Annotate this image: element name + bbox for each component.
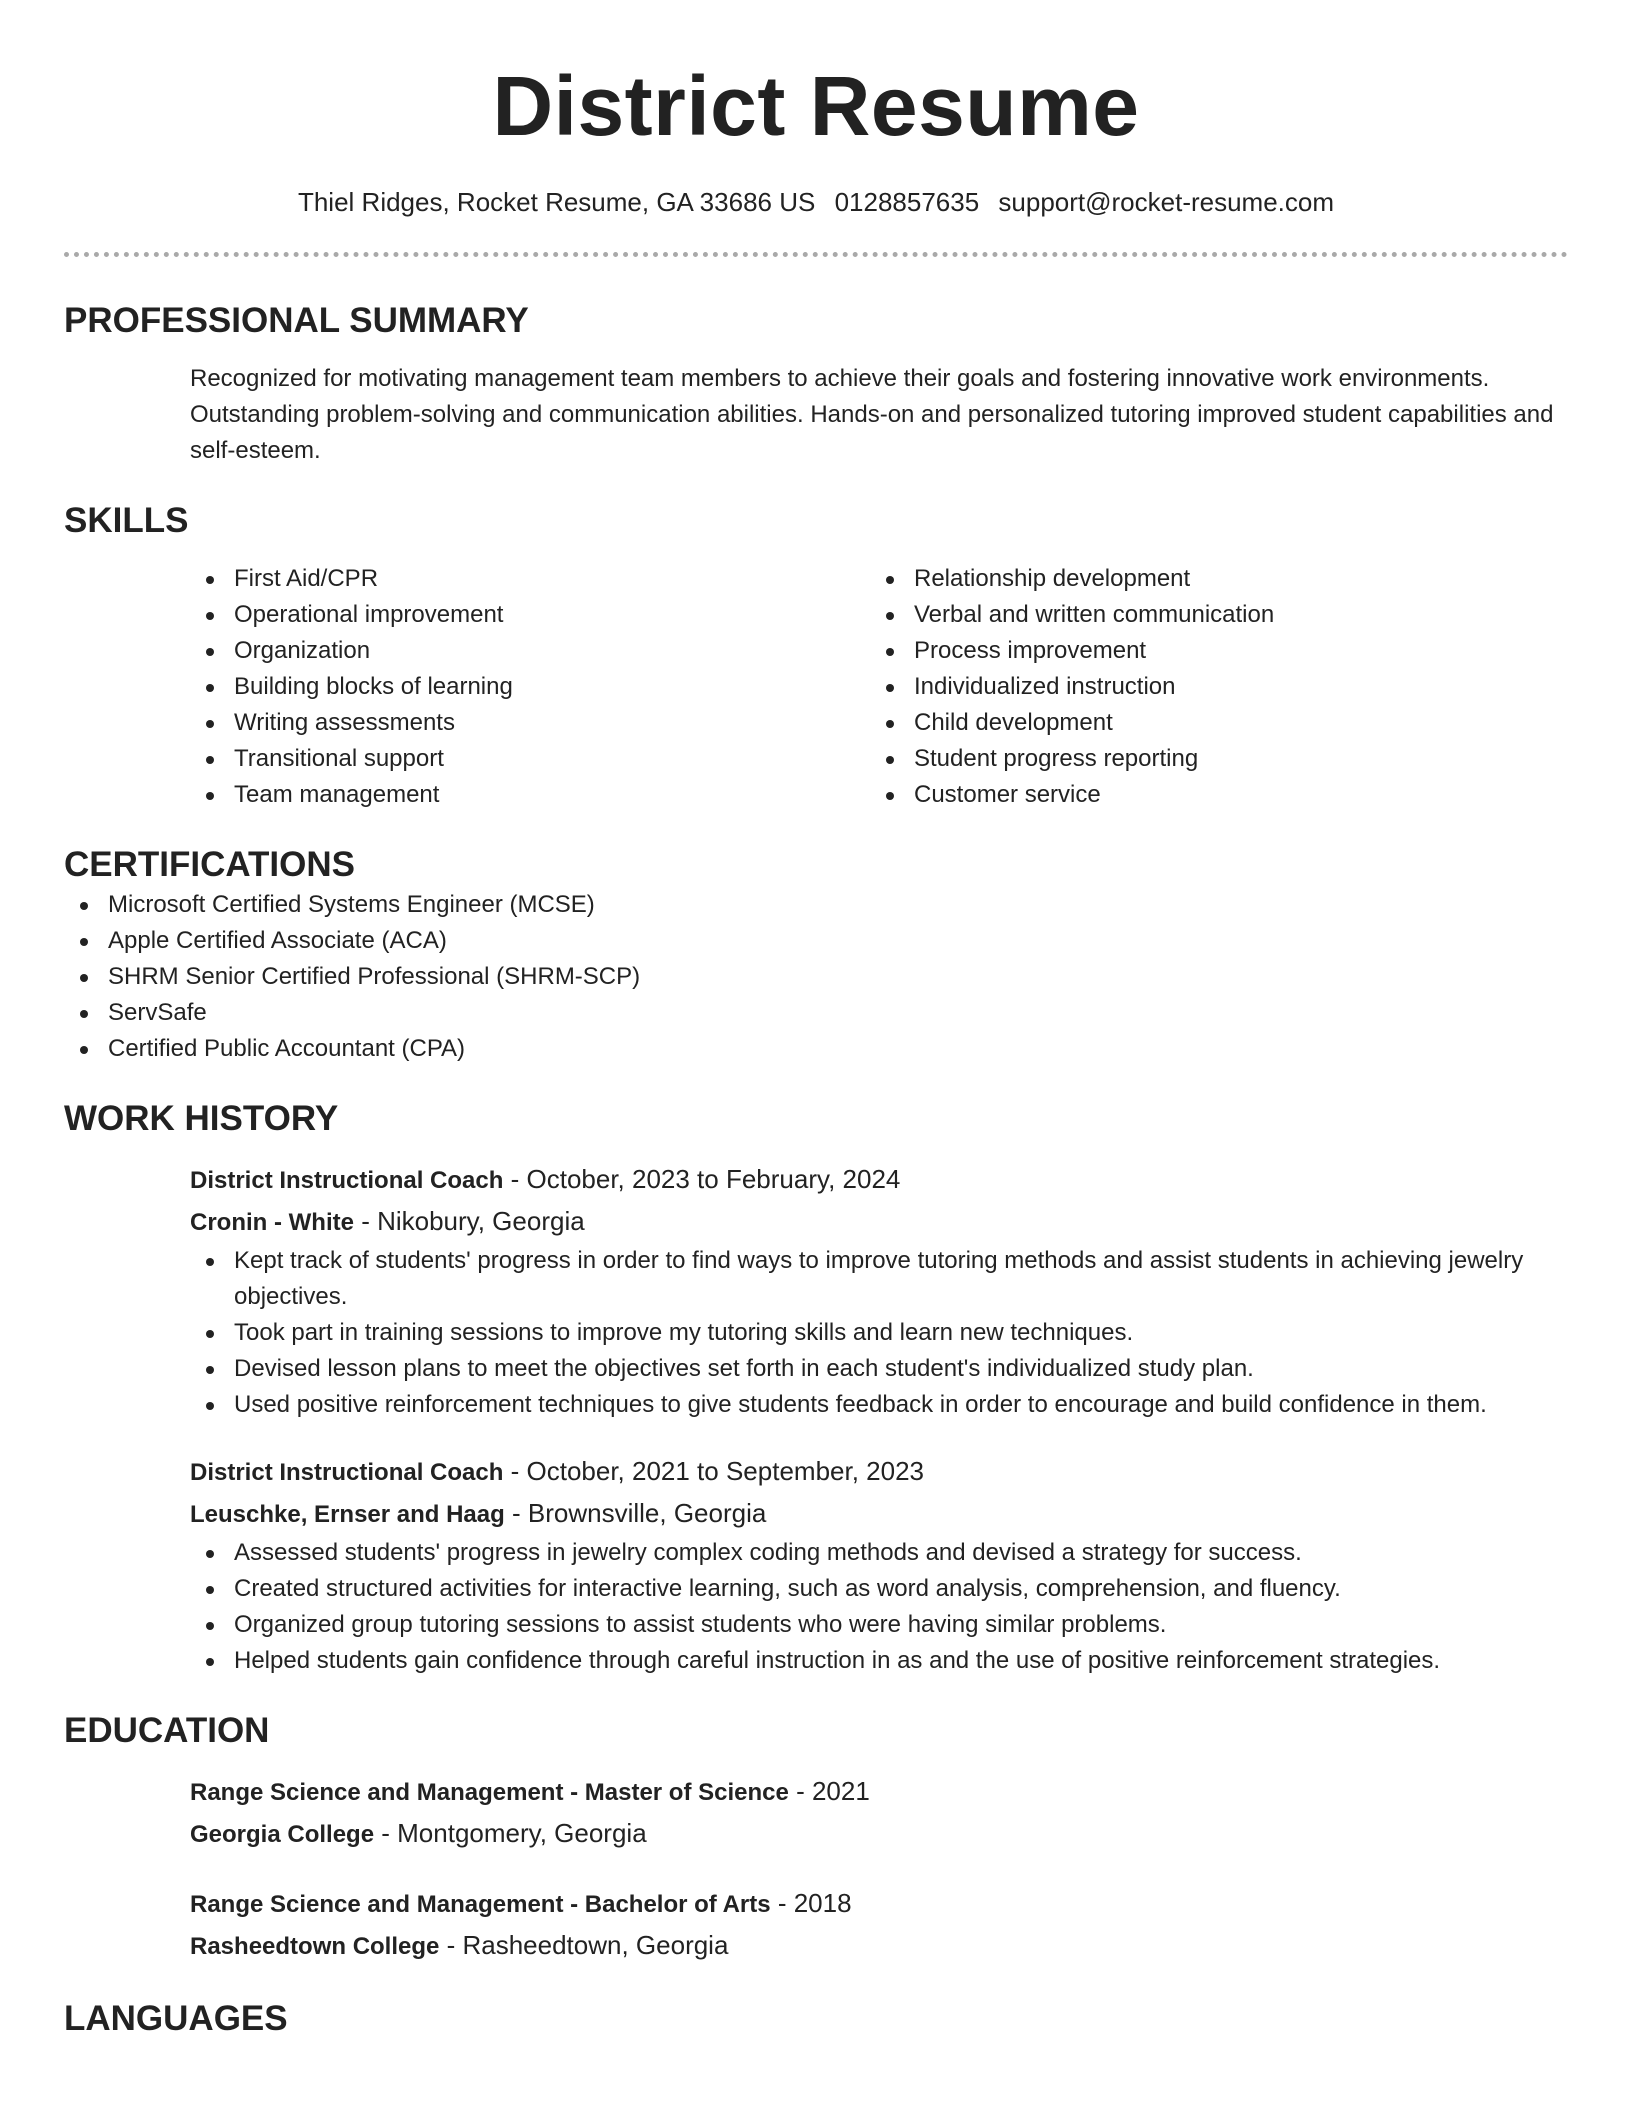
job-company-line bbox=[190, 1201, 1568, 1243]
job-role: District Instructional Coach bbox=[190, 1167, 504, 1194]
job-location: - Brownsville, Georgia bbox=[504, 1498, 767, 1528]
skill-item: Transitional support bbox=[190, 741, 870, 777]
section-title-summary: PROFESSIONAL SUMMARY bbox=[64, 301, 529, 340]
job-bullet: Devised lesson plans to meet the objectives set forth in each student's individualized study plan. bbox=[190, 1351, 1568, 1387]
certification-item: Microsoft Certified Systems Engineer (MCSE) bbox=[64, 887, 1568, 923]
certifications-list bbox=[64, 887, 1568, 1067]
job-company: Leuschke, Ernser and Haag bbox=[190, 1501, 505, 1528]
education-entry bbox=[190, 1883, 1568, 1967]
degree-year: - 2018 bbox=[770, 1888, 852, 1918]
degree: Range Science and Management - Master of Science bbox=[190, 1779, 789, 1806]
certifications-section bbox=[64, 843, 1568, 1067]
education-section bbox=[64, 1709, 1568, 1967]
skill-item: Team management bbox=[190, 777, 870, 813]
certification-item: SHRM Senior Certified Professional (SHRM-SCP) bbox=[64, 959, 1568, 995]
job-entry bbox=[190, 1451, 1568, 1679]
section-title-certifications: CERTIFICATIONS bbox=[64, 845, 356, 884]
languages-section bbox=[64, 1997, 1568, 2041]
degree-line bbox=[190, 1883, 1568, 1925]
summary-text: Recognized for motivating management team members to achieve their goals and fostering innovative work environments. Outstanding problem-solving and communication abilities. Hands-on and personalized tutoring improved student capabilities and self-esteem. bbox=[190, 365, 1554, 464]
job-bullets bbox=[190, 1243, 1568, 1423]
section-title-languages: LANGUAGES bbox=[64, 1999, 288, 2038]
job-dates: - October, 2021 to September, 2023 bbox=[503, 1456, 924, 1486]
contact-line bbox=[64, 184, 1568, 220]
contact-phone: 0128857635 bbox=[834, 187, 980, 217]
job-location: - Nikobury, Georgia bbox=[353, 1206, 585, 1236]
certification-item: ServSafe bbox=[64, 995, 1568, 1031]
skill-item: Student progress reporting bbox=[870, 741, 1550, 777]
skills-section bbox=[64, 499, 1568, 813]
skill-item: First Aid/CPR bbox=[190, 561, 870, 597]
header-divider bbox=[64, 252, 1568, 257]
skills-grid bbox=[190, 561, 1568, 813]
job-title-line bbox=[190, 1159, 1568, 1201]
job-role: District Instructional Coach bbox=[190, 1459, 504, 1486]
job-company: Cronin - White bbox=[190, 1209, 354, 1236]
section-title-work-history: WORK HISTORY bbox=[64, 1099, 339, 1138]
job-bullet: Took part in training sessions to improve my tutoring skills and learn new techniques. bbox=[190, 1315, 1568, 1351]
education-entry bbox=[190, 1771, 1568, 1855]
school-location: - Montgomery, Georgia bbox=[374, 1818, 647, 1848]
section-title-education: EDUCATION bbox=[64, 1711, 270, 1750]
job-company-line bbox=[190, 1493, 1568, 1535]
job-title-line bbox=[190, 1451, 1568, 1493]
skill-item: Writing assessments bbox=[190, 705, 870, 741]
skill-item: Process improvement bbox=[870, 633, 1550, 669]
job-entry bbox=[190, 1159, 1568, 1423]
skills-column-left bbox=[190, 561, 870, 813]
degree-year: - 2021 bbox=[788, 1776, 870, 1806]
job-bullet: Organized group tutoring sessions to assist students who were having similar problems. bbox=[190, 1607, 1568, 1643]
school-line bbox=[190, 1925, 1568, 1967]
skill-item: Organization bbox=[190, 633, 870, 669]
skills-column-right bbox=[870, 561, 1550, 813]
skill-item: Building blocks of learning bbox=[190, 669, 870, 705]
skill-item: Relationship development bbox=[870, 561, 1550, 597]
school: Rasheedtown College bbox=[190, 1933, 440, 1960]
school-line bbox=[190, 1813, 1568, 1855]
job-bullets bbox=[190, 1535, 1568, 1679]
degree-line bbox=[190, 1771, 1568, 1813]
job-bullet: Kept track of students' progress in order to find ways to improve tutoring methods and assist students in achieving jewelry objectives. bbox=[190, 1243, 1568, 1315]
certification-item: Certified Public Accountant (CPA) bbox=[64, 1031, 1568, 1067]
skill-item: Individualized instruction bbox=[870, 669, 1550, 705]
work-history-section bbox=[64, 1097, 1568, 1679]
contact-address: Thiel Ridges, Rocket Resume, GA 33686 US bbox=[297, 187, 816, 217]
contact-email: support@rocket-resume.com bbox=[998, 187, 1335, 217]
school: Georgia College bbox=[190, 1821, 375, 1848]
degree: Range Science and Management - Bachelor of Arts bbox=[190, 1891, 771, 1918]
section-title-skills: SKILLS bbox=[64, 501, 189, 540]
job-bullet: Helped students gain confidence through careful instruction in as and the use of positive reinforcement strategies. bbox=[190, 1643, 1568, 1679]
job-bullet: Created structured activities for interactive learning, such as word analysis, comprehension, and fluency. bbox=[190, 1571, 1568, 1607]
certification-item: Apple Certified Associate (ACA) bbox=[64, 923, 1568, 959]
resume-name: District Resume bbox=[492, 59, 1140, 153]
skill-item: Operational improvement bbox=[190, 597, 870, 633]
school-location: - Rasheedtown, Georgia bbox=[439, 1930, 729, 1960]
job-dates: - October, 2023 to February, 2024 bbox=[503, 1164, 901, 1194]
skill-item: Verbal and written communication bbox=[870, 597, 1550, 633]
summary-section bbox=[64, 299, 1568, 469]
skill-item: Customer service bbox=[870, 777, 1550, 813]
job-bullet: Used positive reinforcement techniques to give students feedback in order to encourage and build confidence in them. bbox=[190, 1387, 1568, 1423]
job-bullet: Assessed students' progress in jewelry complex coding methods and devised a strategy for success. bbox=[190, 1535, 1568, 1571]
skill-item: Child development bbox=[870, 705, 1550, 741]
